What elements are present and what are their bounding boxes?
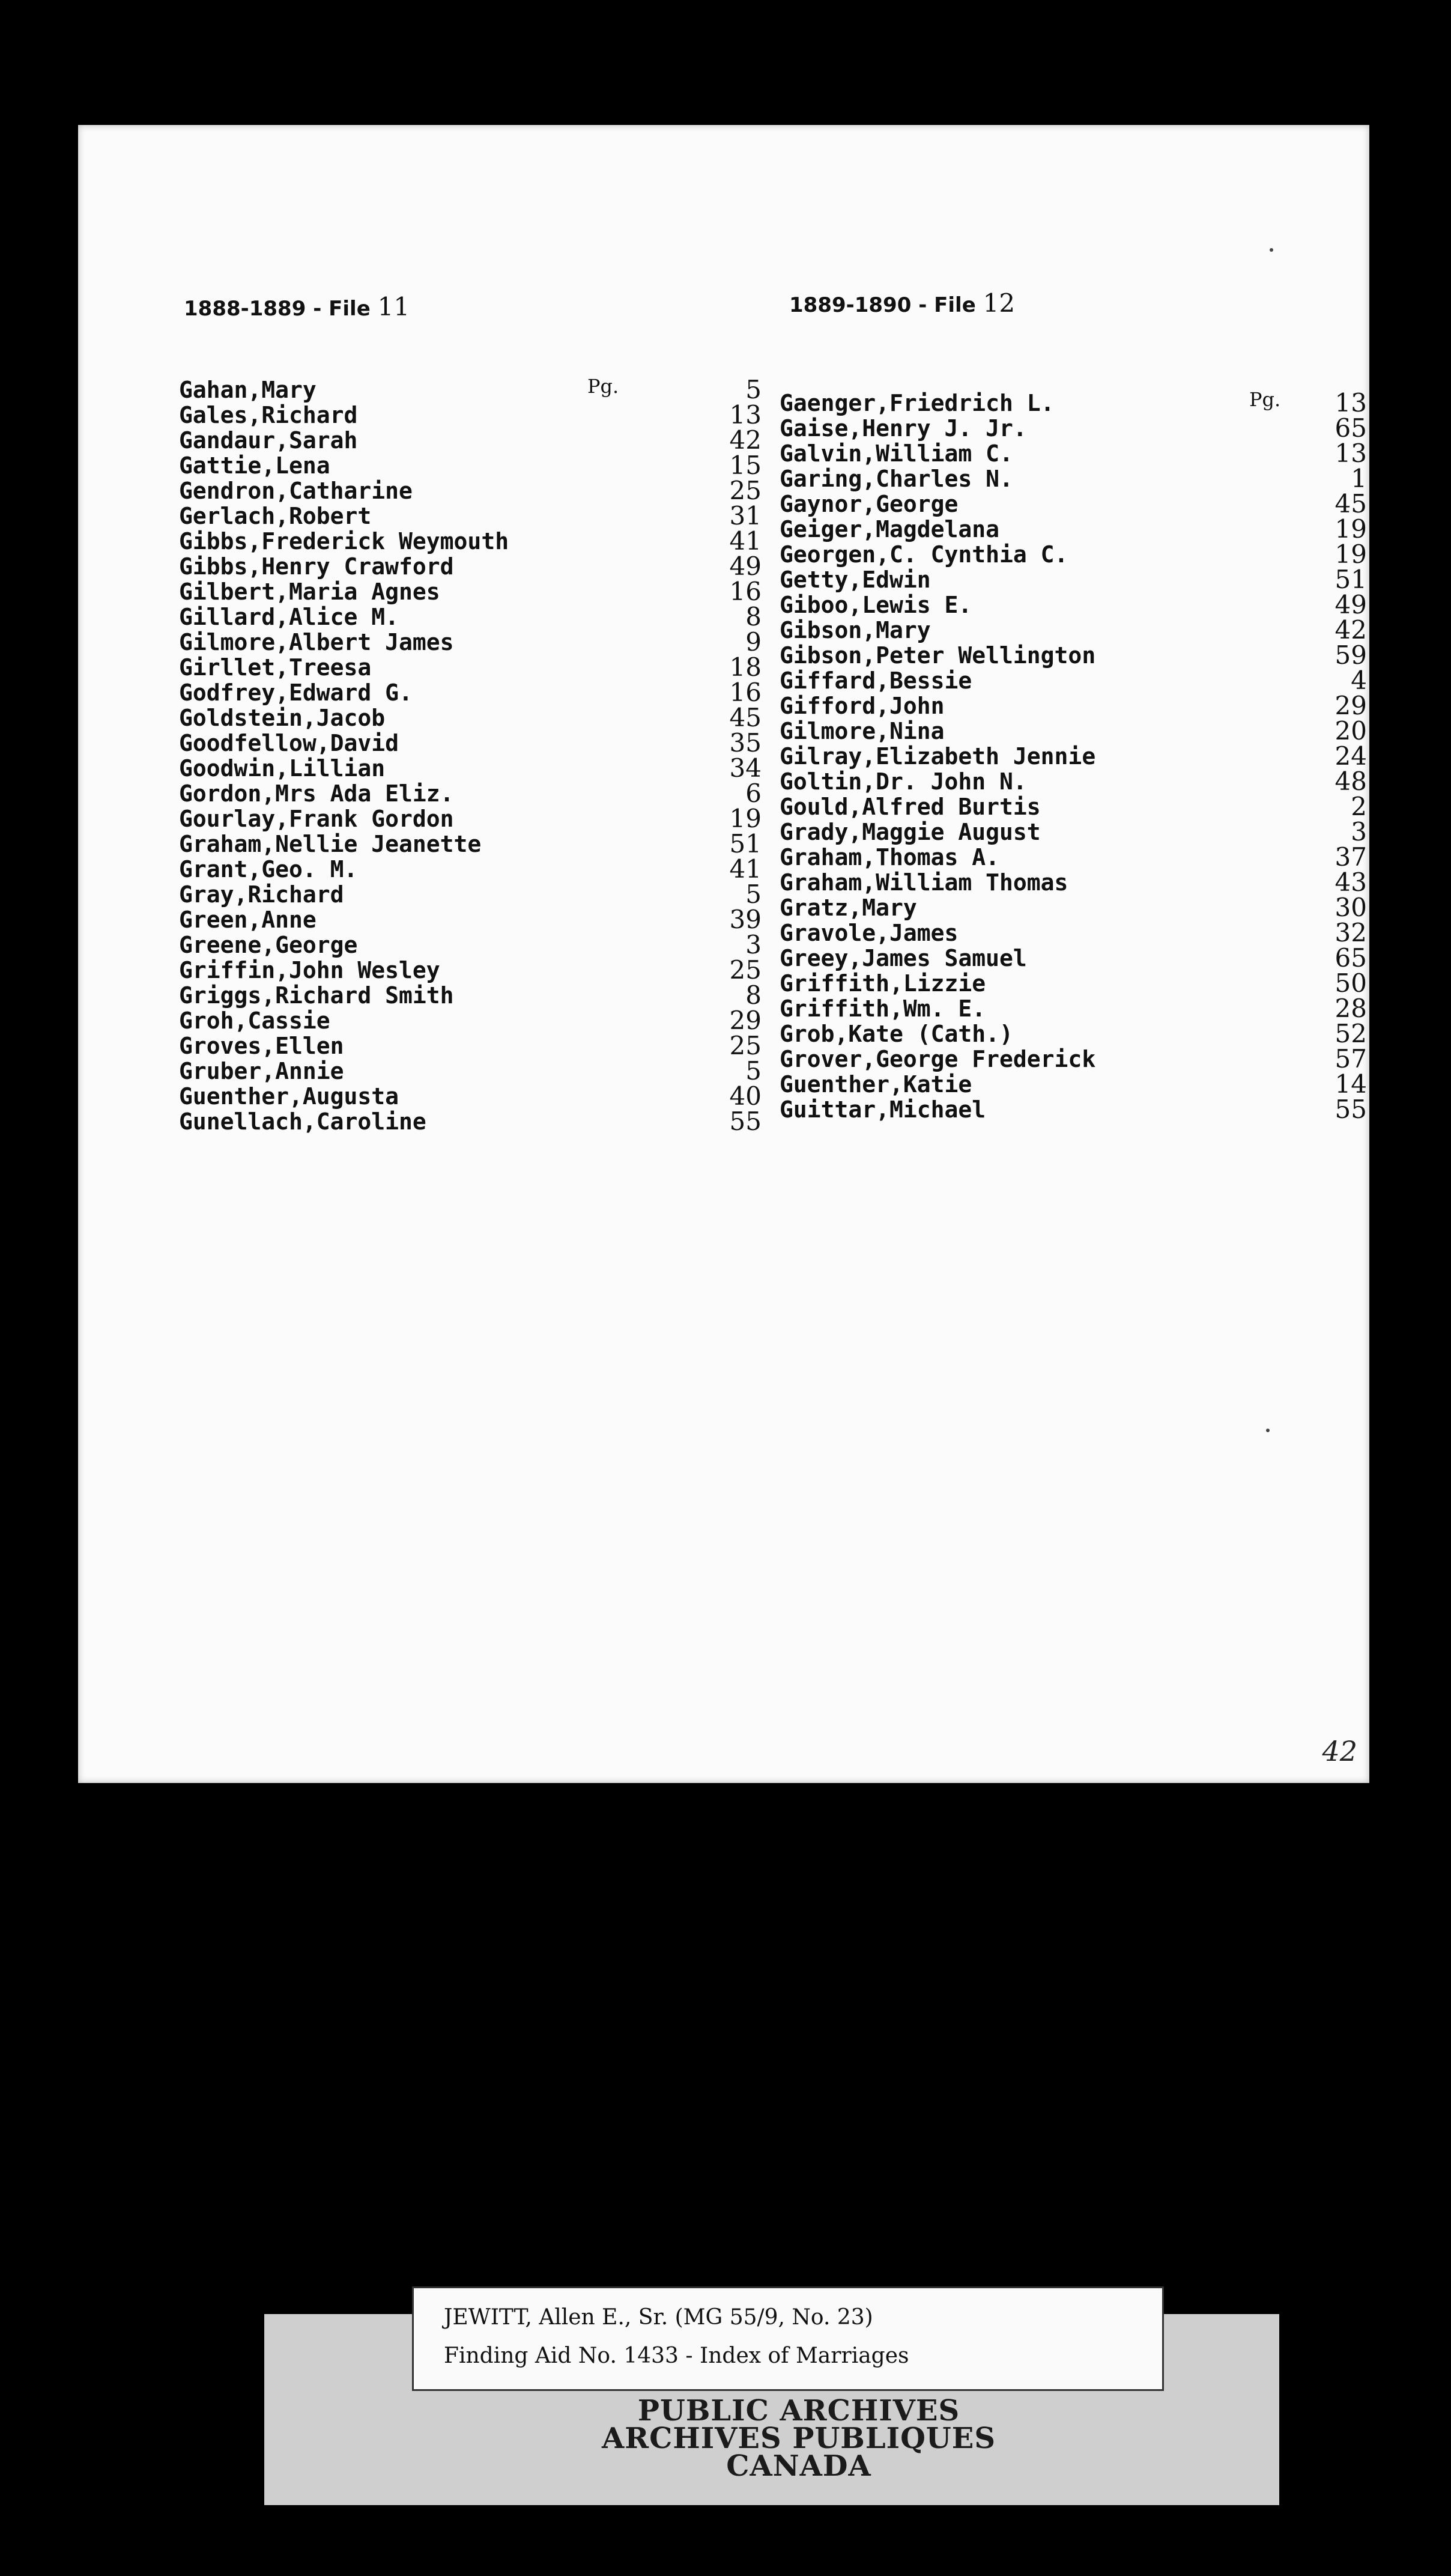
entry-name: Gould,Alfred Burtis [780, 794, 1041, 820]
left-file-number: 11 [377, 292, 410, 321]
entry-page-number: 8 [745, 602, 762, 631]
entry-name: Guenther,Augusta [179, 1083, 399, 1110]
entry-page-number: 51 [1334, 565, 1367, 594]
entry-page-number: 40 [729, 1081, 762, 1111]
entry-name: Groh,Cassie [179, 1007, 330, 1034]
index-entry [780, 640, 1367, 670]
index-entry [179, 806, 762, 831]
entry-page-number: 19 [1334, 514, 1367, 544]
index-entry [179, 907, 762, 932]
entry-name: Gratz,Mary [780, 895, 917, 921]
index-entry [179, 1109, 762, 1134]
index-entry [179, 705, 762, 731]
right-entry-list [780, 390, 1367, 1122]
finding-aid-label [412, 2286, 1164, 2391]
index-entry [780, 615, 1367, 645]
index-entry [780, 668, 1367, 693]
entry-page-number: 3 [1351, 817, 1367, 846]
page-mark [1270, 248, 1273, 252]
entry-page-number: 4 [1351, 666, 1367, 695]
entry-page-number: 39 [729, 905, 762, 934]
index-entry [780, 1069, 1367, 1099]
index-entry [780, 592, 1367, 618]
entry-page-number: 30 [1334, 893, 1367, 922]
entry-name: Gilmore,Nina [780, 718, 945, 744]
entry-page-number: 9 [745, 627, 762, 657]
index-entry [780, 996, 1367, 1021]
entry-page-number: 14 [1334, 1069, 1367, 1099]
entry-page-number: 29 [1334, 691, 1367, 720]
index-entry [179, 526, 762, 556]
index-entry [179, 551, 762, 581]
entry-page-number: 5 [745, 375, 762, 404]
entry-page-number: 19 [1334, 539, 1367, 569]
entry-name: Gourlay,Frank Gordon [179, 806, 454, 832]
entry-page-number: 49 [1334, 590, 1367, 619]
entry-page-number: 49 [729, 551, 762, 581]
entry-name: Goldstein,Jacob [179, 705, 386, 731]
scanned-page [78, 125, 1369, 1783]
entry-name: Guittar,Michael [780, 1096, 986, 1123]
entry-name: Gibbs,Frederick Weymouth [179, 528, 509, 554]
entry-name: Gales,Richard [179, 402, 358, 428]
entry-page-number: 1 [1351, 464, 1367, 493]
index-entry [780, 794, 1367, 819]
entry-name: Gibson,Mary [780, 617, 931, 643]
entry-page-number: 16 [729, 678, 762, 707]
index-entry [179, 425, 762, 455]
entry-page-number: 15 [729, 451, 762, 480]
index-entry [179, 680, 762, 705]
entry-page-number: 35 [729, 728, 762, 758]
index-entry [780, 718, 1367, 744]
entry-name: Goltin,Dr. John N. [780, 768, 1027, 795]
stamp-line-1: PUBLIC ARCHIVES [637, 2394, 960, 2428]
entry-page-number: 48 [1334, 767, 1367, 796]
entry-name: Garing,Charles N. [780, 466, 1013, 492]
entry-name: Gattie,Lena [179, 452, 330, 479]
entry-name: Georgen,C. Cynthia C. [780, 541, 1068, 568]
entry-name: Gordon,Mrs Ada Eliz. [179, 780, 454, 807]
index-entry [780, 769, 1367, 794]
index-entry [179, 579, 762, 604]
label-line-1: JEWITT, Allen E., Sr. (MG 55/9, No. 23) [444, 2305, 873, 2330]
entry-page-number: 24 [1334, 741, 1367, 771]
index-entry [179, 932, 762, 958]
entry-page-number: 43 [1334, 867, 1367, 897]
entry-name: Graham,Thomas A. [780, 844, 1000, 870]
index-entry [179, 1056, 762, 1086]
index-entry [179, 627, 762, 657]
entry-name: Gilray,Elizabeth Jennie [780, 743, 1096, 770]
entry-name: Galvin,William C. [780, 440, 1013, 467]
index-entry [179, 831, 762, 857]
page-mark [1266, 1429, 1270, 1432]
entry-page-number: 50 [1334, 968, 1367, 998]
label-line-2: Finding Aid No. 1433 - Index of Marriages [444, 2344, 909, 2368]
entry-page-number: 42 [1334, 615, 1367, 645]
index-entry [179, 781, 762, 806]
entry-name: Green,Anne [179, 907, 317, 933]
entry-name: Girllet,Treesa [179, 654, 372, 681]
index-entry [780, 968, 1367, 998]
entry-page-number: 6 [745, 779, 762, 808]
index-entry [780, 390, 1367, 416]
index-entry [780, 1097, 1367, 1122]
index-entry [179, 604, 762, 630]
index-entry [179, 879, 762, 909]
index-entry [780, 920, 1367, 946]
entry-page-number: 5 [745, 879, 762, 909]
entry-name: Greey,James Samuel [780, 945, 1027, 971]
entry-page-number: 51 [729, 829, 762, 858]
pg-label: Pg. [1249, 388, 1281, 411]
entry-page-number: 16 [729, 577, 762, 606]
index-entry [179, 854, 762, 884]
index-entry [780, 693, 1367, 718]
entry-name: Griggs,Richard Smith [179, 982, 454, 1009]
index-entry [179, 377, 762, 402]
index-entry [780, 867, 1367, 897]
entry-name: Gerlach,Robert [179, 503, 372, 529]
index-entry [780, 514, 1367, 544]
entry-page-number: 31 [729, 501, 762, 530]
stamp-line-3: CANADA [726, 2449, 871, 2483]
entry-page-number: 5 [745, 1056, 762, 1086]
entry-name: Geiger,Magdelana [780, 516, 1000, 542]
entry-name: Griffin,John Wesley [179, 957, 440, 983]
entry-name: Gendron,Catharine [179, 478, 413, 504]
entry-page-number: 41 [729, 854, 762, 884]
index-entry [780, 1021, 1367, 1046]
entry-page-number: 13 [1334, 388, 1367, 418]
entry-name: Griffith,Wm. E. [780, 995, 986, 1022]
entry-name: Gibson,Peter Wellington [780, 642, 1096, 669]
entry-page-number: 65 [1334, 413, 1367, 443]
entry-page-number: 3 [745, 930, 762, 959]
right-header-text: 1889-1890 - File [789, 293, 976, 317]
index-entry [179, 955, 762, 985]
entry-name: Griffith,Lizzie [780, 970, 986, 997]
entry-page-number: 25 [729, 476, 762, 505]
entry-page-number: 42 [729, 425, 762, 455]
entry-name: Giffard,Bessie [780, 667, 972, 694]
index-entry [179, 402, 762, 428]
index-entry [780, 943, 1367, 973]
entry-name: Gunellach,Caroline [179, 1108, 426, 1135]
archives-stamp [529, 2394, 1069, 2483]
index-entry [780, 819, 1367, 845]
index-entry [179, 1033, 762, 1059]
entry-name: Graham,Nellie Jeanette [179, 831, 482, 857]
index-entry [179, 728, 762, 758]
entry-name: Guenther,Katie [780, 1071, 972, 1098]
entry-name: Grover,George Frederick [780, 1046, 1096, 1072]
entry-page-number: 28 [1334, 994, 1367, 1023]
entry-page-number: 20 [1334, 716, 1367, 746]
entry-name: Gaise,Henry J. Jr. [780, 415, 1027, 442]
entry-name: Grob,Kate (Cath.) [780, 1021, 1013, 1047]
entry-page-number: 65 [1334, 943, 1367, 973]
entry-page-number: 13 [1334, 439, 1367, 468]
index-entry [780, 1046, 1367, 1072]
entry-name: Groves,Ellen [179, 1033, 344, 1059]
index-entry [179, 503, 762, 529]
entry-name: Graham,William Thomas [780, 869, 1068, 896]
entry-page-number: 18 [729, 652, 762, 682]
entry-name: Gravole,James [780, 920, 959, 946]
entry-page-number: 59 [1334, 640, 1367, 670]
index-entry [780, 491, 1367, 517]
entry-page-number: 25 [729, 1031, 762, 1060]
entry-name: Gibbs,Henry Crawford [179, 553, 454, 580]
entry-name: Greene,George [179, 932, 358, 958]
index-entry [179, 980, 762, 1010]
index-entry [179, 453, 762, 478]
entry-page-number: 55 [1334, 1095, 1367, 1124]
pg-label: Pg. [587, 375, 619, 398]
index-entry [179, 478, 762, 503]
entry-name: Gray,Richard [179, 881, 344, 908]
index-entry [780, 413, 1367, 443]
index-entry [780, 539, 1367, 569]
index-entry [179, 652, 762, 682]
left-header-text: 1888-1889 - File [184, 297, 371, 321]
entry-name: Gilmore,Albert James [179, 629, 454, 655]
entry-name: Grady,Maggie August [780, 819, 1041, 845]
right-file-number: 12 [983, 288, 1016, 318]
entry-page-number: 45 [729, 703, 762, 732]
entry-page-number: 37 [1334, 842, 1367, 872]
entry-page-number: 29 [729, 1006, 762, 1035]
entry-name: Giboo,Lewis E. [780, 592, 972, 618]
entry-name: Gaenger,Friedrich L. [780, 390, 1055, 416]
entry-name: Getty,Edwin [780, 567, 931, 593]
entry-page-number: 45 [1334, 489, 1367, 518]
index-entry [179, 1081, 762, 1111]
index-entry [179, 753, 762, 783]
entry-name: Goodfellow,David [179, 730, 399, 756]
entry-page-number: 41 [729, 526, 762, 556]
entry-name: Gifford,John [780, 693, 945, 719]
right-column-header [789, 288, 1015, 318]
entry-name: Gahan,Mary [179, 377, 317, 403]
entry-name: Gaynor,George [780, 491, 959, 517]
entry-page-number: 19 [729, 804, 762, 833]
entry-page-number: 25 [729, 955, 762, 985]
stamp-line-2: ARCHIVES PUBLIQUES [602, 2422, 996, 2455]
entry-page-number: 52 [1334, 1019, 1367, 1048]
left-column-header [184, 292, 410, 321]
index-entry [780, 441, 1367, 466]
index-entry [780, 567, 1367, 592]
index-entry [179, 1008, 762, 1033]
entry-name: Godfrey,Edward G. [179, 679, 413, 706]
index-entry [780, 895, 1367, 920]
index-entry [780, 842, 1367, 872]
entry-name: Gilbert,Maria Agnes [179, 579, 440, 605]
entry-name: Gruber,Annie [179, 1058, 344, 1084]
entry-page-number: 13 [729, 400, 762, 430]
entry-name: Gillard,Alice M. [179, 604, 399, 630]
index-entry [780, 741, 1367, 771]
entry-page-number: 57 [1334, 1044, 1367, 1074]
entry-page-number: 32 [1334, 918, 1367, 947]
left-entry-list [179, 377, 762, 1134]
entry-name: Gandaur,Sarah [179, 427, 358, 454]
entry-page-number: 2 [1351, 792, 1367, 821]
entry-name: Grant,Geo. M. [179, 856, 358, 882]
page-number: 42 [1322, 1735, 1357, 1767]
index-entry [780, 466, 1367, 491]
entry-page-number: 55 [729, 1107, 762, 1136]
entry-page-number: 8 [745, 980, 762, 1010]
entry-page-number: 34 [729, 753, 762, 783]
entry-name: Goodwin,Lillian [179, 755, 386, 782]
